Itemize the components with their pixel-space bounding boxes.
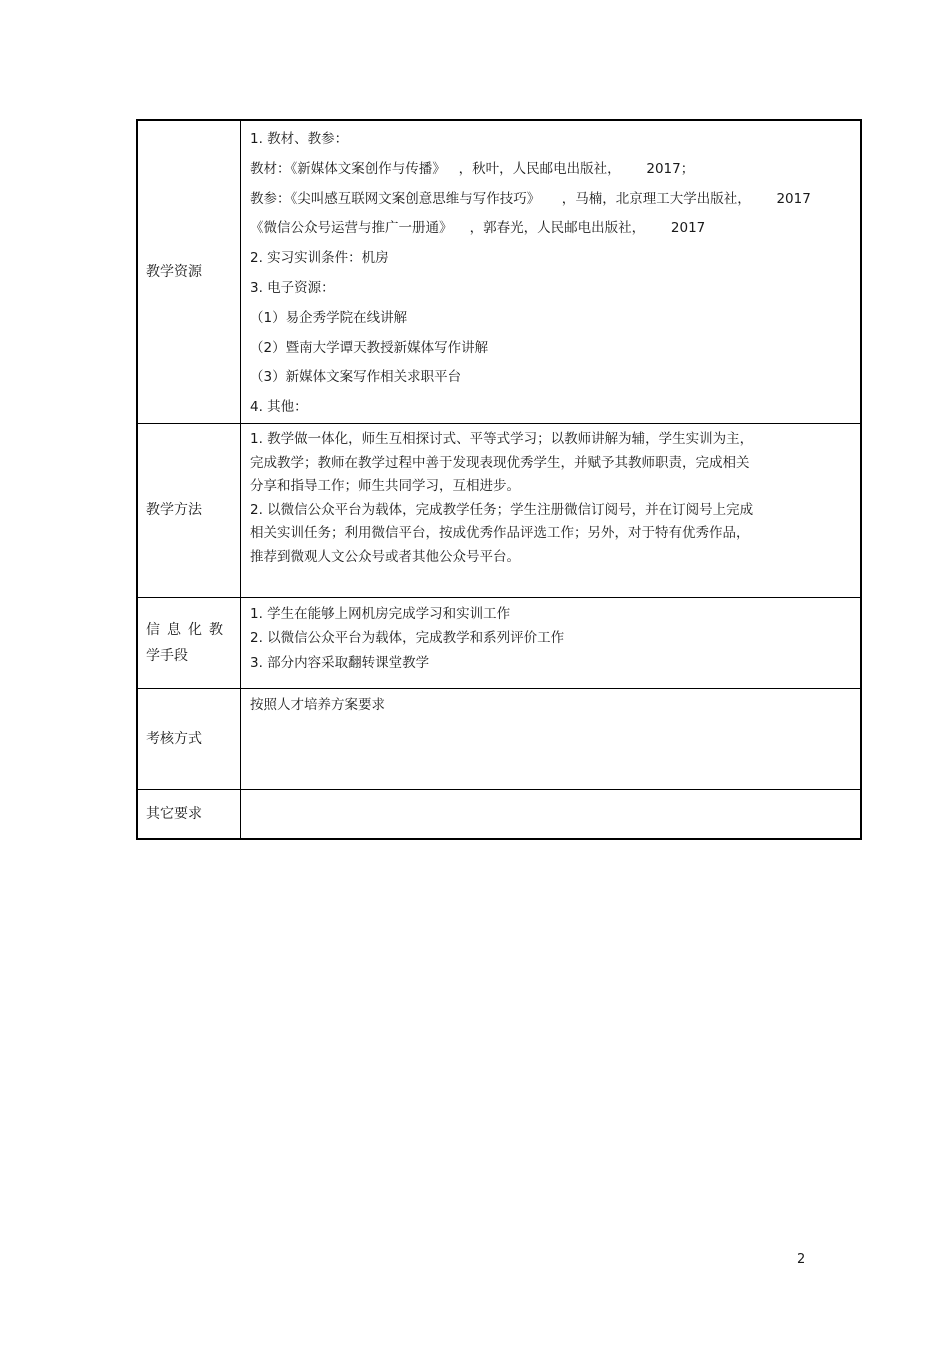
page-number: 2	[797, 1252, 806, 1267]
table-row	[137, 688, 861, 789]
row-content	[241, 423, 862, 597]
content-line: （1）易企秀学院在线讲解	[250, 309, 408, 326]
row-content	[241, 120, 862, 423]
content-line: 分享和指导工作；师生共同学习，互相进步。	[250, 478, 520, 495]
course-info-table	[136, 119, 862, 840]
table-row	[137, 423, 861, 597]
row-label-line: 其它要求	[146, 806, 202, 823]
content-line: 教材：《新媒体文案创作与传播》 ，秋叶，人民邮电出版社， 2017；	[250, 160, 695, 177]
row-label	[137, 120, 241, 423]
content-line: 1. 教材、教参：	[250, 131, 349, 147]
row-content	[241, 688, 862, 789]
row-content	[241, 789, 862, 839]
table-row	[137, 120, 861, 423]
content-line: （3）新媒体文案写作相关求职平台	[250, 369, 462, 386]
content-line: 4. 其他：	[250, 399, 308, 416]
row-label	[137, 597, 241, 688]
content-line: 1. 教学做一体化，师生互相探讨式、平等式学习；以教师讲解为辅，学生实训为主，	[250, 430, 754, 447]
table-row	[137, 789, 861, 839]
content-line: 3. 部分内容采取翻转课堂教学	[250, 654, 430, 671]
table-row	[137, 597, 861, 688]
row-label-line: 考核方式	[146, 730, 202, 747]
row-label-line: 信息化教	[146, 621, 230, 638]
row-label-line: 学手段	[146, 647, 188, 664]
content-line: 2. 以微信公众平台为载体，完成教学和系列评价工作	[250, 630, 565, 647]
row-content	[241, 597, 862, 688]
row-label	[137, 688, 241, 789]
content-line: 相关实训任务；利用微信平台，按成优秀作品评选工作；另外，对于特有优秀作品，	[250, 525, 750, 542]
content-line: 完成教学；教师在教学过程中善于发现表现优秀学生，并赋予其教师职责，完成相关	[250, 454, 750, 471]
row-label	[137, 423, 241, 597]
row-label-line: 教学资源	[146, 263, 202, 280]
content-line: 3. 电子资源：	[250, 279, 335, 296]
content-line: 教参：《尖叫感互联网文案创意思维与写作技巧》 ，马楠，北京理工大学出版社， 2017	[250, 190, 811, 207]
content-line: （2）暨南大学谭天教授新媒体写作讲解	[250, 339, 489, 356]
content-line: 2. 实习实训条件：机房	[250, 250, 389, 267]
content-line: 按照人才培养方案要求	[250, 696, 385, 713]
content-line: 2. 以微信公众平台为载体，完成教学任务；学生注册微信订阅号，并在订阅号上完成	[250, 501, 754, 518]
row-label-line: 教学方法	[146, 502, 202, 519]
content-line: 推荐到微观人文公众号或者其他公众号平台。	[250, 548, 520, 565]
content-line: 《微信公众号运营与推广一册通》 ，郭春光，人民邮电出版社， 2017	[250, 220, 706, 237]
row-label	[137, 789, 241, 839]
content-line: 1. 学生在能够上网机房完成学习和实训工作	[250, 605, 511, 622]
